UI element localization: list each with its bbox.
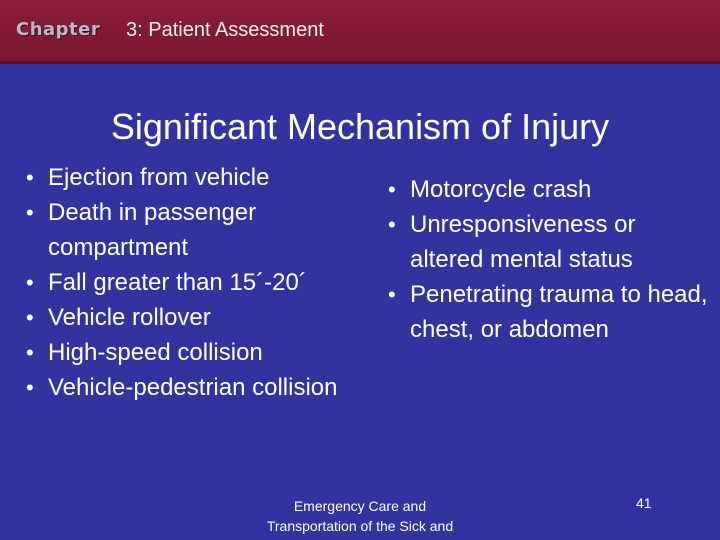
bullet-icon: • bbox=[388, 177, 396, 202]
list-item bbox=[362, 277, 710, 347]
list-item bbox=[0, 160, 370, 195]
header-bar bbox=[0, 0, 720, 64]
list-item-text: Ejection from vehicle bbox=[48, 164, 270, 191]
footer-line: Emergency Care and bbox=[293, 498, 427, 514]
list-item-text: Penetrating trauma to head, chest, or abdomen bbox=[410, 281, 708, 343]
list-item bbox=[0, 195, 348, 265]
list-item-text: Vehicle-pedestrian collision bbox=[48, 374, 338, 401]
bullet-icon: • bbox=[388, 212, 396, 237]
slide-title: Significant Mechanism of Injury bbox=[110, 106, 610, 147]
footer-line: Transportation of the Sick and bbox=[266, 518, 454, 534]
list-item-text: Motorcycle crash bbox=[410, 176, 592, 203]
bullet-icon: • bbox=[26, 375, 34, 400]
list-item bbox=[0, 335, 370, 370]
list-item-text: Vehicle rollover bbox=[48, 304, 211, 331]
bullet-icon: • bbox=[26, 340, 34, 365]
list-item bbox=[0, 300, 370, 335]
page-number: 41 bbox=[636, 495, 652, 511]
list-item bbox=[0, 370, 338, 405]
list-item bbox=[362, 172, 720, 207]
list-item-text: Fall greater than 15´-20´ bbox=[48, 269, 307, 296]
bullet-icon: • bbox=[388, 282, 396, 307]
bullet-icon: • bbox=[26, 270, 34, 295]
list-item bbox=[0, 265, 348, 300]
bullet-icon: • bbox=[26, 200, 34, 225]
bullet-icon: • bbox=[26, 165, 34, 190]
list-item bbox=[362, 207, 700, 277]
list-item-text: Unresponsiveness or altered mental status bbox=[410, 211, 636, 273]
bullet-icon: • bbox=[26, 305, 34, 330]
list-item-text: High-speed collision bbox=[48, 339, 263, 366]
chapter-title: 3: Patient Assessment bbox=[126, 19, 324, 41]
footer-text bbox=[250, 496, 470, 536]
right-bullet-list bbox=[362, 172, 720, 347]
chapter-label: Chapter bbox=[16, 19, 101, 40]
left-bullet-list bbox=[0, 160, 370, 405]
list-item-text: Death in passenger compartment bbox=[48, 199, 257, 261]
